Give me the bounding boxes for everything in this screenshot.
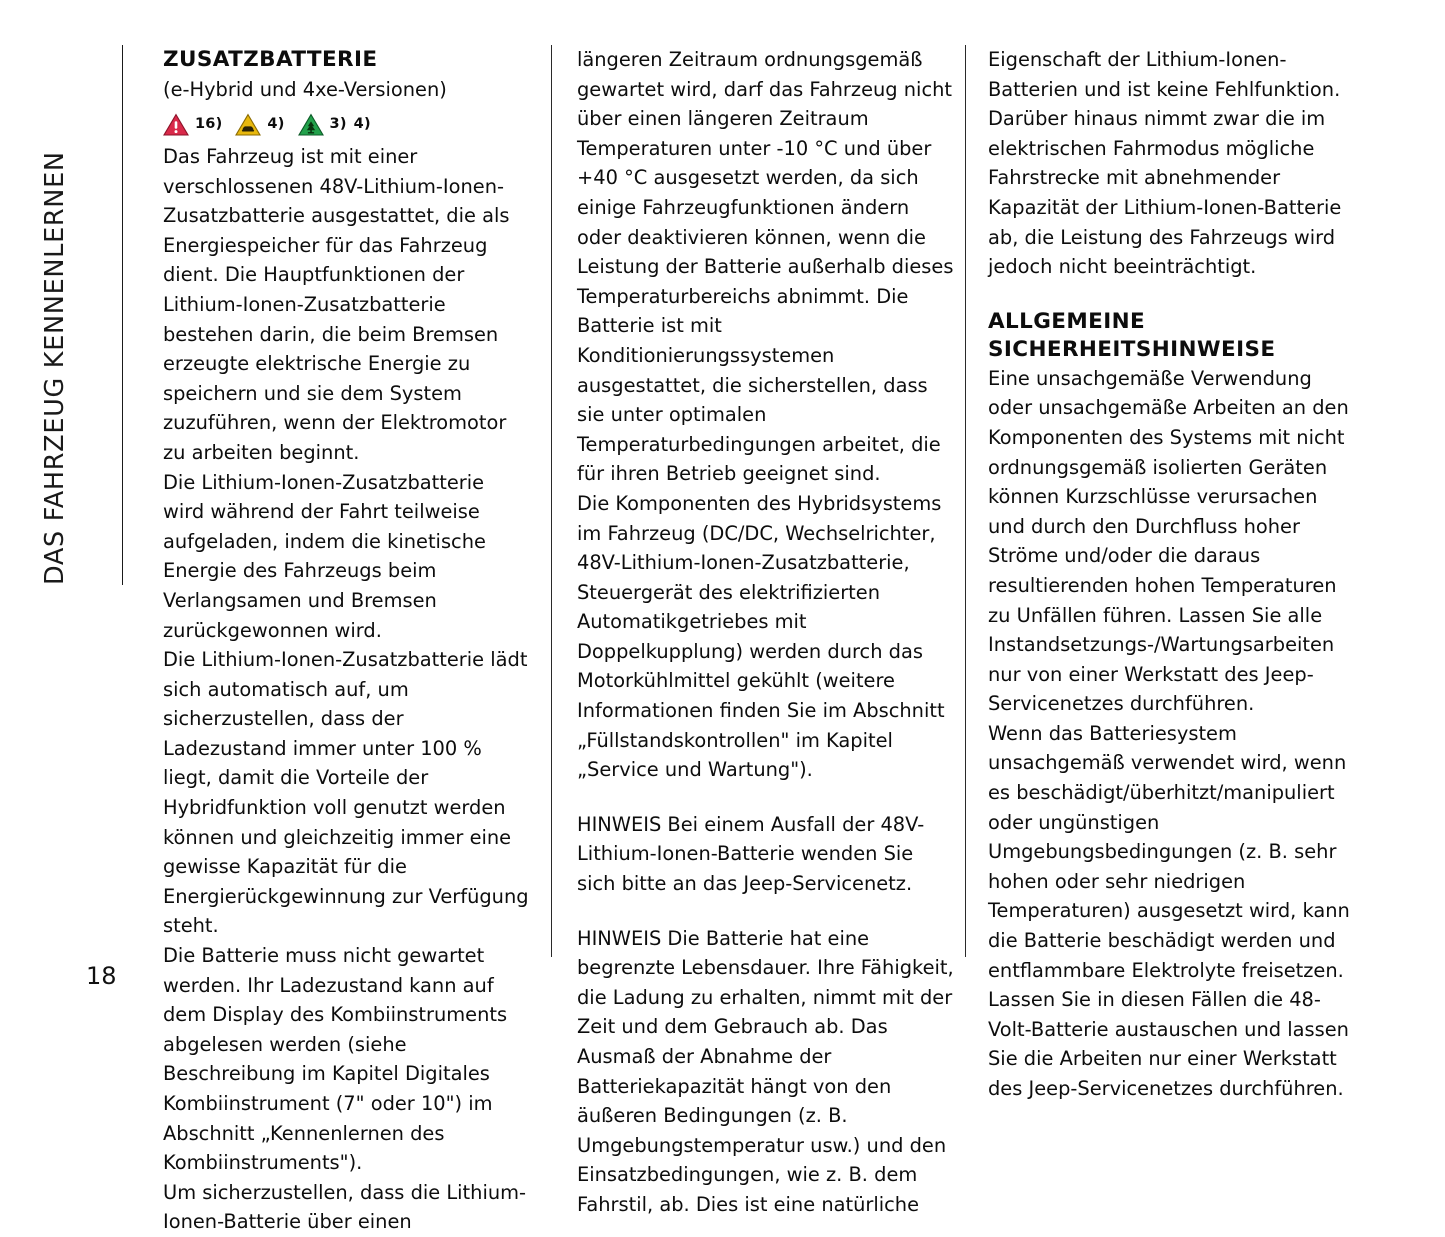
chapter-tab-divider [122, 45, 123, 585]
chapter-tab-label: DAS FAHRZEUG KENNENLERNEN [40, 151, 70, 585]
warning-symbol-group-green [298, 110, 371, 140]
warning-symbol-row [163, 111, 529, 139]
section-heading-line-2: SICHERHEITSHINWEISE [988, 336, 1276, 362]
paragraph: Die Komponenten des Hybridsystems im Fahrzeug (DC/DC, Wechselrichter, 48V-Lithium-Ionen-Zusatzbatterie, Steuergerät des elektrifizierten Automatikgetriebes mit Doppelkupplung) werden durch das Motorkühlmittel gekühlt (weitere Informationen finden Sie im Abschnitt „Füllstandskontrollen" im Kapitel „Service und Wartung"). [577, 491, 945, 782]
section-heading [988, 308, 1360, 364]
warning-symbol-ref: 4) [353, 116, 371, 133]
warning-symbol-ref: 4) [267, 116, 285, 133]
paragraph: Die Batterie muss nicht gewartet werden. Ihr Ladezustand kann auf dem Display des Kombiinstruments abgelesen werden (siehe Beschreibung im Kapitel Digitales Kombiinstrument (7" oder 10") im Abschnitt „Kennenlernen des Kombiinstruments"). [163, 944, 508, 1175]
green-environment-warning-triangle-icon [298, 113, 324, 137]
note-paragraph: HINWEIS Die Batterie hat eine begrenzte Lebensdauer. Ihre Fähigkeit, die Ladung zu erhalten, nimmt mit der Zeit und dem Gebrauch ab. Das Ausmaß der Abnahme der Batteriekapazität hängt von den äußeren Bedingungen (z. B. Umgebungstemperatur usw.) und den Einsatzbedingungen, wie z. B. dem Fahrstil, ab. Dies ist eine natürliche [577, 926, 954, 1216]
warning-symbol-ref: 16) [195, 116, 223, 133]
text-column-3 [988, 45, 1360, 1104]
page-number: 18 [86, 962, 117, 990]
text-column-1 [163, 45, 529, 1237]
page-subtitle: (e-Hybrid und 4xe-Versionen) [163, 78, 447, 101]
paragraph: längeren Zeitraum ordnungsgemäß gewartet wird, darf das Fahrzeug nicht über einen längeren Zeitraum Temperaturen unter -10 °C und über +40 °C ausgesetzt werden, da sich einige Fahrzeugfunktionen ändern oder deaktivieren können, wenn die Leistung der Batterie außerhalb dieses Temperaturbereichs abnimmt. Die Batterie ist mit Konditionierungssystemen ausgestattet, die sicherstellen, dass sie unter optimalen Temperaturbedingungen arbeitet, die für ihren Betrieb geeignet sind. [577, 48, 954, 486]
warning-symbol-group-red [163, 110, 222, 140]
column-divider-1 [551, 45, 552, 957]
yellow-vehicle-warning-triangle-icon [235, 113, 261, 137]
note-paragraph: HINWEIS Bei einem Ausfall der 48V-Lithium-Ionen-Batterie wenden Sie sich bitte an das Jeep-Servicenetz. [577, 812, 925, 896]
paragraph: Eigenschaft der Lithium-Ionen-Batterien und ist keine Fehlfunktion. Darüber hinaus nimmt zwar die im elektrischen Fahrmodus mögliche Fahrstrecke mit abnehmender Kapazität der Lithium-Ionen-Batterie ab, die Leistung des Fahrzeugs wird jedoch nicht beeinträchtigt. [988, 48, 1342, 279]
paragraph: Um sicherzustellen, dass die Lithium-Ionen-Batterie über einen [163, 1180, 527, 1234]
paragraph: Die Lithium-Ionen-Zusatzbatterie lädt sich automatisch auf, um sicherzustellen, dass der Ladezustand immer unter 100 % liegt, damit die Vorteile der Hybridfunktion voll genutzt werden können und gleichzeitig immer eine gewisse Kapazität für die Energierückgewinnung zur Verfügung steht. [163, 648, 529, 938]
chapter-tab [40, 45, 124, 585]
red-warning-triangle-icon [163, 113, 189, 137]
paragraph: Wenn das Batteriesystem unsachgemäß verwendet wird, wenn es beschädigt/überhitzt/manipuliert oder ungünstigen Umgebungsbedingungen (z. B. sehr hohen oder sehr niedrigen Temperaturen) ausgesetzt wird, kann die Batterie beschädigt werden und entflammbare Elektrolyte freisetzen. Lassen Sie in diesen Fällen die 48-Volt-Batterie austauschen und lassen Sie die Arbeiten nur einer Werkstatt des Jeep-Servicenetzes durchführen. [988, 721, 1350, 1100]
paragraph: Die Lithium-Ionen-Zusatzbatterie wird während der Fahrt teilweise aufgeladen, indem die kinetische Energie des Fahrzeugs beim Verlangsamen und Bremsen zurückgewonnen wird. [163, 470, 486, 642]
column-divider-2 [965, 45, 966, 957]
warning-symbol-ref: 3) [329, 116, 347, 133]
paragraph: Das Fahrzeug ist mit einer verschlossenen 48V-Lithium-Ionen-Zusatzbatterie ausgestattet, die als Energiespeicher für das Fahrzeug dient. Die Hauptfunktionen der Lithium-Ionen-Zusatzbatterie bestehen darin, die beim Bremsen erzeugte elektrische Energie zu speichern und sie dem System zuzuführen, wenn der Elektromotor zu arbeiten beginnt. [163, 145, 510, 464]
text-column-2 [577, 45, 955, 1220]
section-heading-line-1: ALLGEMEINE [988, 308, 1146, 334]
warning-symbol-group-yellow [235, 110, 284, 140]
page-title: ZUSATZBATTERIE [163, 47, 378, 72]
paragraph: Eine unsachgemäße Verwendung oder unsachgemäße Arbeiten an den Komponenten des Systems mit nicht ordnungsgemäß isolierten Geräten können Kurzschlüsse verursachen und durch den Durchfluss hoher Ströme und/oder die daraus resultierenden hohen Temperaturen zu Unfällen führen. Lassen Sie alle Instandsetzungs-/Wartungsarbeiten nur von einer Werkstatt des Jeep-Servicenetzes durchführen. [988, 366, 1349, 716]
